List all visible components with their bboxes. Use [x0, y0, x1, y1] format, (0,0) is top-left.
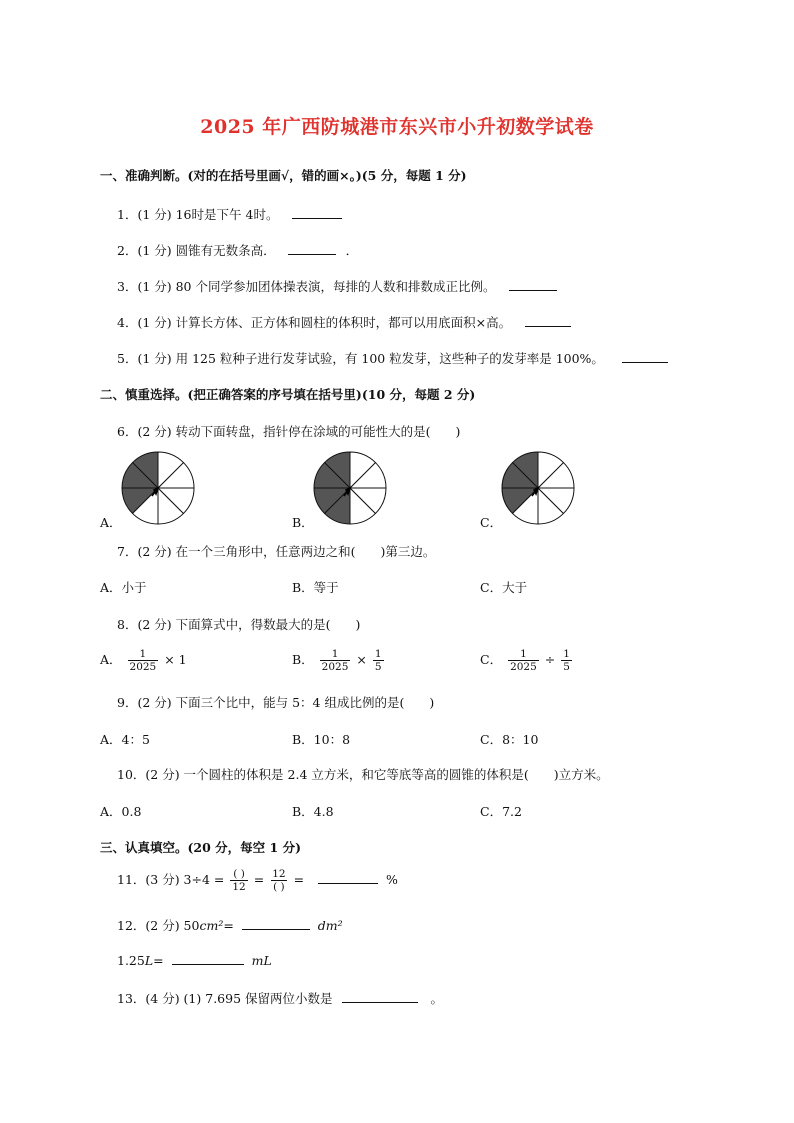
fraction: $\frac{( )}{12}$ — [232, 868, 246, 893]
option-a[interactable]: A．小于 — [100, 580, 147, 595]
fraction: $\frac{1}{2025}$ — [321, 648, 349, 673]
equals-sign: = — [293, 872, 305, 887]
question-3-text: 3．(1 分) 80 个同学参加团体操表演，每排的人数和排数成正比例。 — [117, 279, 496, 294]
option-a-label: A． — [100, 652, 122, 667]
question-10: 10．(2 分) 一个圆柱的体积是 2.4 立方米，和它等底等高的圆锥的体积是( )立方米。 — [117, 767, 609, 782]
fraction: $\frac{1}{2025}$ — [510, 648, 537, 673]
question-7: 7．(2 分) 在一个三角形中，任意两边之和( )第三边。 — [117, 544, 436, 559]
answer-blank[interactable] — [318, 872, 378, 884]
page-title: 2025 年广西防城港市东兴市小升初数学试卷 — [200, 116, 594, 138]
question-5 — [117, 349, 668, 367]
question-4-text: 4．(1 分) 计算长方体、正方体和圆柱的体积时，都可以用底面积×高。 — [117, 315, 512, 330]
fraction: $\frac{1}{2025}$ — [129, 648, 157, 673]
question-2-text: 2．(1 分) 圆锥有无数条高． — [117, 243, 276, 258]
option-a[interactable] — [100, 648, 187, 673]
period: 。 — [430, 991, 443, 1006]
fraction: $\frac{1}{5}$ — [374, 648, 382, 673]
unit: dm² — [317, 918, 343, 933]
section-heading-2: 二、慎重选择。(把正确答案的序号填在括号里)(10 分，每题 2 分) — [100, 387, 476, 402]
option-a[interactable]: A．0.8 — [100, 804, 142, 819]
operator: ÷ — [544, 652, 556, 667]
option-a[interactable]: A．4：5 — [100, 732, 150, 747]
option-c[interactable]: C．7.2 — [480, 804, 522, 819]
question-12b-prefix: 1.25 — [117, 953, 145, 968]
equals-sign: = — [253, 872, 265, 887]
option-b-label: B． — [292, 652, 314, 667]
question-8: 8．(2 分) 下面算式中，得数最大的是( ) — [117, 617, 361, 632]
question-9: 9．(2 分) 下面三个比中，能与 5：4 组成比例的是( ) — [117, 695, 435, 710]
unit: L — [144, 953, 154, 968]
answer-blank[interactable] — [288, 243, 336, 255]
option-b[interactable] — [292, 648, 386, 673]
option-b[interactable]: B．4.8 — [292, 804, 334, 819]
spinner-b — [312, 450, 388, 526]
question-4 — [117, 313, 571, 331]
unit: cm² — [199, 918, 224, 933]
option-b[interactable]: B．10：8 — [292, 732, 351, 747]
option-c-label: C． — [480, 652, 503, 667]
option-c[interactable] — [480, 648, 574, 673]
answer-blank[interactable] — [292, 207, 342, 219]
option-b[interactable]: B．等于 — [292, 580, 339, 595]
question-1-text: 1．(1 分) 16时是下午 4时。 — [117, 207, 279, 222]
question-2-end: ． — [345, 243, 359, 258]
section-heading-1: 一、准确判断。(对的在括号里画√，错的画×。)(5 分，每题 1 分) — [100, 168, 467, 183]
question-12b — [117, 953, 272, 968]
question-3 — [117, 277, 557, 295]
unit: mL — [251, 953, 272, 968]
option-c[interactable]: C．8：10 — [480, 732, 539, 747]
question-12-prefix: 12．(2 分) 50 — [117, 918, 200, 933]
option-a-label[interactable]: A． — [100, 515, 122, 530]
question-11 — [117, 868, 398, 893]
question-13 — [117, 989, 443, 1007]
question-1 — [117, 205, 342, 223]
option-c-label[interactable]: C． — [480, 515, 503, 530]
answer-blank[interactable] — [342, 991, 418, 1003]
question-6: 6．(2 分) 转动下面转盘，指针停在涂域的可能性大的是( ) — [117, 424, 461, 439]
option-a-rest: × 1 — [164, 652, 187, 667]
section-heading-3: 三、认真填空。(20 分，每空 1 分) — [100, 840, 301, 855]
spinner-c — [500, 450, 576, 526]
answer-blank[interactable] — [622, 351, 668, 363]
equals-sign: = — [153, 953, 164, 968]
answer-blank[interactable] — [172, 953, 244, 965]
question-5-text: 5．(1 分) 用 125 粒种子进行发芽试验，有 100 粒发芽，这些种子的发芽率是 100%。 — [117, 351, 604, 366]
question-12 — [117, 916, 343, 934]
spinner-a — [120, 450, 196, 526]
operator: × — [356, 652, 367, 667]
fraction: $\frac{12}{( )}$ — [272, 868, 286, 893]
question-11-prefix: 11．(3 分) 3÷4 = — [117, 872, 225, 887]
equals-sign: = — [223, 918, 234, 933]
option-c[interactable]: C．大于 — [480, 580, 528, 595]
answer-blank[interactable] — [242, 918, 310, 930]
answer-blank[interactable] — [509, 279, 557, 291]
question-2 — [117, 241, 358, 259]
question-13-text: 13．(4 分) (1) 7.695 保留两位小数是 — [117, 991, 333, 1006]
option-b-label[interactable]: B． — [292, 515, 314, 530]
answer-blank[interactable] — [525, 315, 571, 327]
percent-sign: % — [386, 872, 398, 887]
fraction: $\frac{1}{5}$ — [563, 648, 570, 673]
